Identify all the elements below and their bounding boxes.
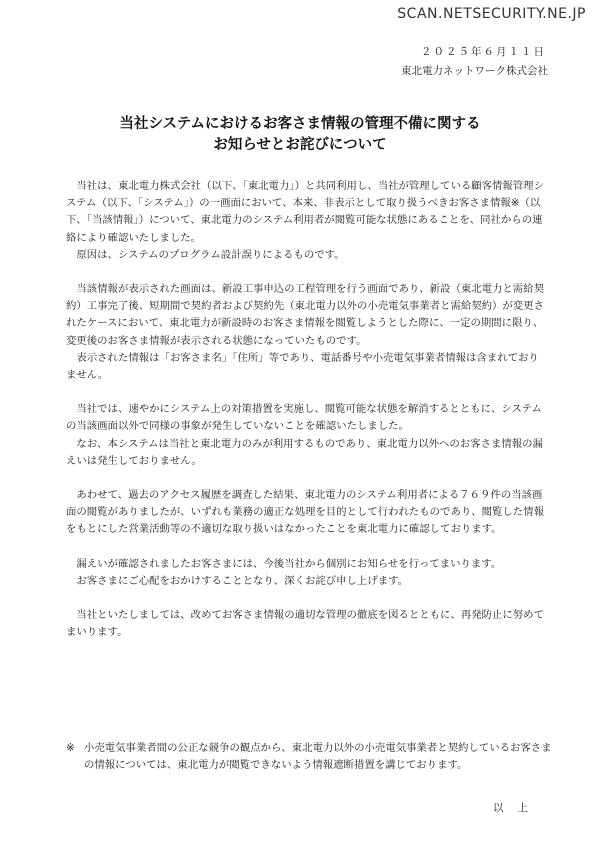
- paragraph-access-history: あわせて、過去のアクセス履歴を調査した結果、東北電力のシステム利用者による７６９件の当該画面の閲覧がありましたが、いずれも業務の適正な処理を目的として行われたものであり、閲覧した情報をもとにした営業活動等の不適切な取り扱いはなかったことを東北電力に確認しております。: [66, 489, 544, 536]
- company-name: 東北電力ネットワーク株式会社: [401, 65, 548, 77]
- paragraph-notification: 漏えいが確認されましたお客さまには、今後当社から個別にお知らせを行ってまいります。: [76, 557, 502, 570]
- paragraph-displayed-info: 表示された情報は「お客さま名」「住所」等であり、電話番号や小売電気事業者情報は含まれておりません。: [66, 351, 539, 382]
- paragraph-prevention: 当社といたしましては、改めてお客さま情報の適切な管理の徹底を図るとともに、再発防止に努めてまいります。: [66, 609, 544, 639]
- paragraph-countermeasure: 当社では、速やかにシステム上の対策措置を実施し、閲覧可能な状態を解消するとともに、システムの当該画面以外で同様の事象が発生していないことを確認いたしました。: [66, 403, 542, 433]
- footnote: [66, 740, 552, 774]
- paragraph-no-leak: なお、本システムは当社と東北電力のみが利用するものであり、東北電力以外へのお客さま情報の漏えいは発生しておりません。: [66, 437, 543, 467]
- paragraph-screen-details: 当該情報が表示された画面は、新設工事申込の工程管理を行う画面であり、新設（東北電力と需給契約）工事完了後、短期間で契約者および契約先（東北電力以外の小売電気事業者と需給契約）が変更されたケースにおいて、東北電力が新設時のお客さま情報を閲覧しようとした際に、一定の期間に限り、変更後のお客さま情報が表示される状態になっていたものです。: [66, 283, 544, 347]
- footnote-text: 小売電気事業者間の公正な競争の観点から、東北電力以外の小売電気事業者と契約しているお客さまの情報については、東北電力が閲覧できないよう情報遮断措置を講じております。: [84, 742, 552, 772]
- document-title: [0, 114, 600, 156]
- footnote-mark: ※: [66, 742, 75, 754]
- title-line-1: 当社システムにおけるお客さま情報の管理不備に関する: [119, 116, 481, 132]
- paragraph-cause: 原因は、システムのプログラム設計誤りによるものです。: [76, 248, 345, 261]
- document-body: [66, 178, 548, 641]
- paragraph-apology: お客さまにご心配をおかけすることとなり、深くお詫び申し上げます。: [76, 574, 409, 587]
- watermark: SCAN.NETSECURITY.NE.JP: [397, 6, 586, 22]
- document-date: ２０２５年６月１１日: [421, 46, 546, 58]
- paragraph-discovery: 当社は、東北電力株式会社（以下、「東北電力」）と共同利用し、当社が管理している顧客情報管理システム（以下、「システム」）の一画面において、本来、非表示として取り扱うべきお客さま情報※（以下、「当該情報」）について、東北電力のシステム利用者が閲覧可能な状態にあることを、同社からの連絡により確認いたしました。: [66, 180, 544, 244]
- closing-mark: 以上: [493, 802, 542, 814]
- title-line-2: お知らせとお詫びについて: [213, 137, 387, 153]
